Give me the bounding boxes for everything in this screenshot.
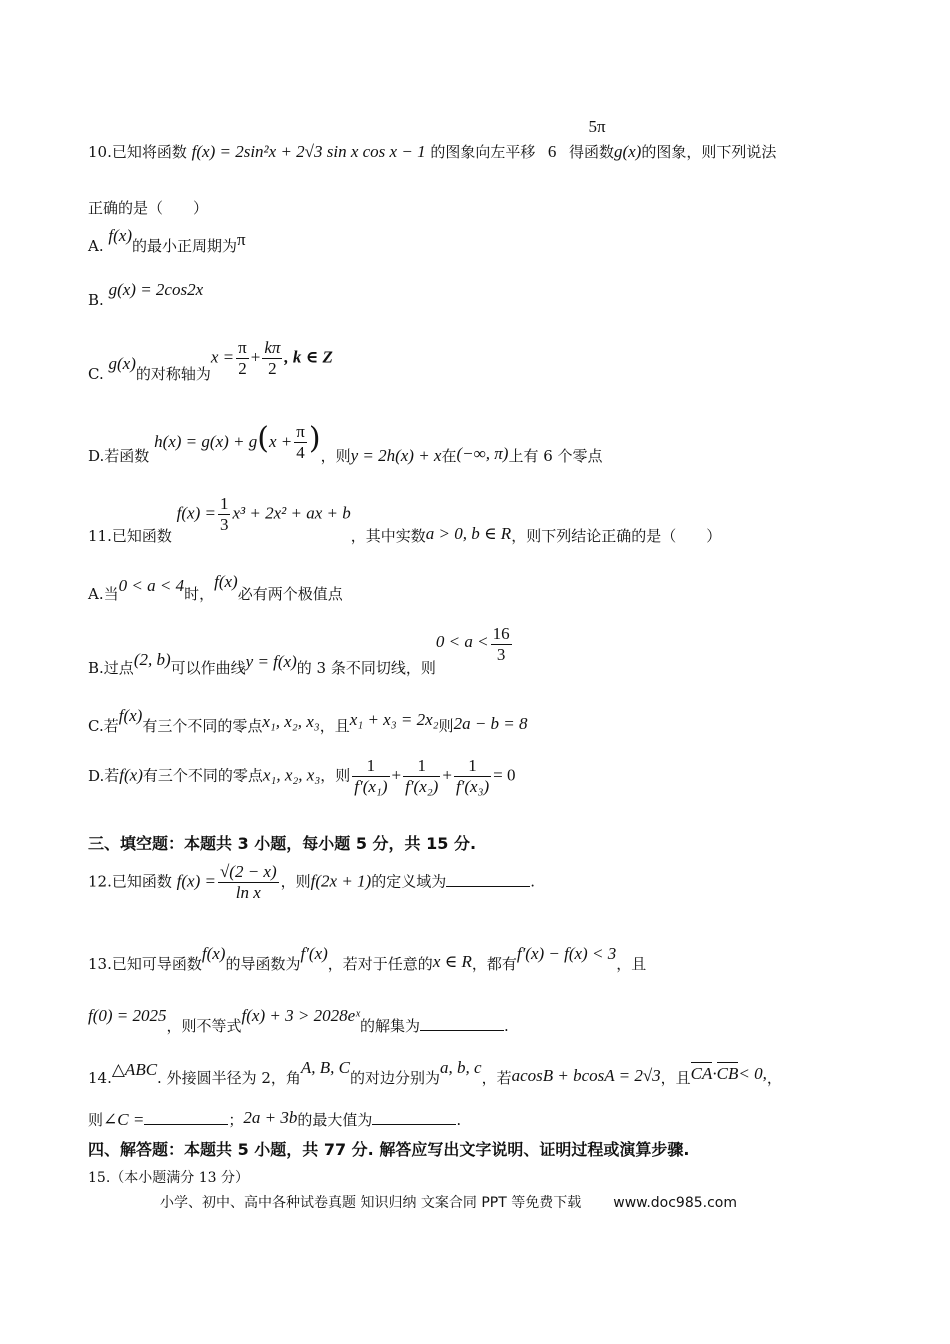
- q11-text3: ，则下列结论正确的是（ ）: [511, 526, 722, 545]
- q11-b-text3: 的 3 条不同切线，则: [296, 658, 436, 677]
- q10-d-label: D.: [88, 446, 105, 465]
- q10-d-frac: [294, 422, 307, 463]
- q10-text4: 的图象，则下列说法: [641, 143, 777, 161]
- q10-option-c: C. g(x)的对称轴为x = $\frac{\pi}{2}$ + $\frac{k\pi}{2}$ , k ∈ Z: [88, 338, 333, 383]
- q11-b-frac-num: 16: [492, 624, 510, 643]
- q12-text1: 已知函数: [111, 872, 172, 891]
- q14-text7: ；: [228, 1111, 244, 1129]
- q12-expr: f(2x + 1): [310, 871, 372, 891]
- q13-line2: [88, 1006, 509, 1035]
- q10-d-text2: ，则: [320, 446, 351, 465]
- q13-end: .: [503, 1017, 509, 1035]
- q14-end: .: [456, 1111, 462, 1129]
- q10-line1: [88, 142, 776, 162]
- q14-vector-condition: [691, 1064, 767, 1083]
- page-footer: [160, 1192, 737, 1212]
- q13-line1: [88, 944, 647, 973]
- q11-b-curve: y = f(x): [245, 651, 297, 671]
- q12-text2: ，则: [280, 872, 311, 891]
- q12-answer-blank[interactable]: [446, 872, 530, 887]
- q10-shift-fraction: [582, 116, 612, 138]
- q10-shift-den: 6: [547, 142, 557, 161]
- section3-heading: 三、填空题：本题共 3 小题，每小题 5 分，共 15 分.: [88, 834, 477, 853]
- q10-number: 10.: [88, 143, 112, 161]
- q10-c-frac1: [236, 338, 249, 379]
- q10-c-frac1-num: π: [238, 338, 247, 357]
- q11-d-frac3-den: f′(x₃): [455, 777, 490, 796]
- q12-frac: [218, 862, 279, 903]
- q10-a-text: 的最小正周期为: [131, 237, 237, 255]
- q11-b-pt: (2, b): [133, 649, 171, 669]
- q11-frac: [218, 494, 231, 535]
- q11-b-label: B.: [88, 658, 104, 677]
- q13-ineq2: f(x) + 3 > 2028eˣ: [241, 1006, 360, 1025]
- q13-text3: ，若对于任意的: [327, 955, 433, 973]
- q11-f-rest: x³ + 2x² + ax + b: [232, 503, 351, 523]
- q11-line1: [88, 494, 722, 545]
- q13-ineq: f′(x) − f(x) < 3: [516, 944, 617, 963]
- q12-number: 12.: [88, 872, 112, 891]
- q10-option-d: D.若函数 h(x) = g(x) + g(x + $\frac{\pi}{4}$ )，则y = 2h(x) + x在(−∞, π)上有 6 个零点: [88, 420, 603, 465]
- q10-d-inner: x +: [268, 431, 293, 451]
- q10-text2: 的图象向左平移: [430, 143, 536, 161]
- q13-text7: 的解集为: [359, 1017, 420, 1035]
- q11-option-b: [88, 624, 514, 677]
- q13-text6: ，则不等式: [166, 1017, 242, 1035]
- q11-f-lhs: f(x) =: [176, 503, 216, 523]
- q10-text1: 已知将函数: [111, 143, 187, 161]
- q10-d-expr: h(x) = g(x) + g: [154, 431, 258, 451]
- q11-c-eq: x₁ + x₃ = 2x₂: [349, 710, 439, 729]
- q11-b-frac: [491, 624, 512, 665]
- q10-c-tail: , k ∈ Z: [284, 347, 333, 367]
- q14-vec2: CB: [716, 1064, 739, 1083]
- q11-a-expr: f(x): [214, 572, 238, 591]
- q10-c-frac2-num: kπ: [264, 338, 281, 357]
- q10-option-a: [88, 226, 246, 256]
- q14-text1: . 外接圆半径为 2，角: [157, 1069, 301, 1087]
- q14-tri: △ABC: [111, 1060, 158, 1079]
- q14-text5: ，: [766, 1069, 782, 1087]
- q13-number: 13.: [88, 955, 112, 973]
- q14-vec-dot: ·: [712, 1064, 717, 1083]
- q11-a-text3: 必有两个极值点: [237, 585, 343, 603]
- q10-g: g(x): [613, 142, 642, 161]
- q11-text1: 已知函数: [111, 526, 172, 545]
- q11-c-text2: 有三个不同的零点: [142, 717, 263, 735]
- q14-eq: acosB + bcosA = 2√3: [511, 1066, 661, 1085]
- q14-text8: 的最大值为: [297, 1111, 373, 1129]
- q10-c-frac2-den: 2: [268, 359, 277, 378]
- q11-a-label: A.: [88, 585, 104, 603]
- q10-c-label: C.: [88, 364, 104, 383]
- q11-b-frac-den: 3: [496, 645, 506, 664]
- q15-header: 15.（本小题满分 13 分）: [88, 1170, 249, 1186]
- q11-c-text4: 则: [438, 717, 454, 735]
- q10-a-label: A.: [88, 237, 104, 255]
- q11-c-expr: f(x): [118, 706, 143, 725]
- footer-text: 小学、初中、高中各种试卷真题 知识归纳 文案合同 PPT 等免费下载: [160, 1195, 582, 1211]
- q10-text3: 得函数: [568, 143, 614, 161]
- q13-init: f(0) = 2025: [88, 1006, 167, 1025]
- q11-a-text2: 时，: [184, 585, 215, 603]
- q11-text2: ，其中实数: [350, 526, 426, 545]
- q11-d-frac2-den: f′(x₂): [405, 777, 439, 796]
- q14-answer-blank-1[interactable]: [144, 1110, 228, 1125]
- q11-d-frac1-den: f′(x₁): [354, 777, 388, 796]
- q11-b-text1: 过点: [103, 658, 134, 677]
- q14-text2: 的对边分别为: [350, 1069, 441, 1087]
- q14-angle: ∠C =: [103, 1110, 145, 1129]
- q11-d-frac2: [403, 756, 440, 797]
- q13-expr: f(x): [201, 944, 226, 963]
- q10-d-interval: (−∞, π): [456, 443, 509, 463]
- q13-text5: ，且: [616, 955, 647, 973]
- q11-frac-den: 3: [219, 515, 229, 534]
- q11-b-ineq: 0 < a <: [435, 631, 489, 651]
- q14-text3: ，若: [481, 1069, 512, 1087]
- q10-formula: f(x) = 2sin²x + 2√3 sin x cos x − 1: [191, 142, 426, 161]
- q11-d-zeros: x₁, x₂, x₃: [262, 765, 321, 785]
- q14-number: 14.: [88, 1069, 112, 1087]
- q14-expr: 2a + 3b: [243, 1108, 298, 1127]
- q11-number: 11.: [88, 526, 112, 545]
- q13-text1: 已知可导函数: [111, 955, 202, 973]
- q11-d-frac1: [352, 756, 389, 797]
- q10-d-expr2: y = 2h(x) + x: [350, 445, 442, 465]
- q10-d-frac-num: π: [296, 422, 305, 441]
- q10-b-expr: g(x) = 2cos2x: [108, 280, 204, 299]
- q11-option-c: [88, 706, 528, 735]
- q14-text6: 则: [88, 1111, 104, 1129]
- q10-c-x: x =: [210, 347, 235, 367]
- q14-vec1: CA: [690, 1064, 713, 1083]
- q14-text4: ，且: [660, 1069, 691, 1087]
- q11-c-label: C.: [88, 717, 104, 735]
- q11-d-eq: = 0: [493, 765, 516, 785]
- q14-angles: A, B, C: [300, 1058, 351, 1077]
- q12-frac-num: √(2 − x): [219, 862, 277, 881]
- q11-option-d: D.若f(x)有三个不同的零点x₁, x₂, x₃，则 $\frac{1}{\text{f′(x₁)}}$ + $\frac{1}{\text{f′(x₂)}}$ + $\frac{1}{\text{f′(x₃)}}$ = 0: [88, 756, 516, 796]
- q10-c-text: 的对称轴为: [135, 364, 211, 383]
- q14-vec-tail: < 0,: [738, 1064, 767, 1083]
- q10-d-text3: 在: [441, 446, 457, 465]
- q12-frac-den: ln x: [235, 883, 261, 902]
- q11-d-frac3: [454, 756, 491, 797]
- q11-d-text3: ，则: [320, 766, 351, 785]
- footer-url[interactable]: www.doc985.com: [613, 1195, 737, 1211]
- q10-c-frac1-den: 2: [238, 359, 247, 378]
- q11-a-text1: 当: [103, 585, 119, 603]
- q11-d-text2: 有三个不同的零点: [142, 766, 263, 785]
- q11-d-text1: 若: [104, 766, 120, 785]
- q10-a-val: π: [237, 230, 246, 249]
- q10-line2: [88, 198, 208, 218]
- q11-d-expr: f(x): [119, 765, 143, 785]
- q11-d-frac2-num: 1: [403, 756, 440, 777]
- q10-text5: 正确的是（ ）: [88, 199, 209, 217]
- q10-option-b: [88, 280, 204, 310]
- q12-end: .: [530, 872, 536, 891]
- q10-d-text4: 上有 6 个零点: [508, 446, 603, 465]
- q14-line2: [88, 1110, 461, 1130]
- q11-a-cond: 0 < a < 4: [118, 576, 185, 595]
- q14-line1: [88, 1058, 782, 1087]
- q13-cond: x ∈ R: [432, 952, 472, 971]
- q14-answer-blank-2[interactable]: [372, 1110, 456, 1125]
- section4-heading: 四、解答题：本题共 5 小题，共 77 分. 解答应写出文字说明、证明过程或演算步骤.: [88, 1140, 690, 1159]
- q11-d-frac3-num: 1: [454, 756, 491, 777]
- q11-c-text1: 若: [103, 717, 119, 735]
- q14-sides: a, b, c: [440, 1058, 482, 1077]
- q11-option-a: [88, 572, 343, 603]
- q13-text4: ，都有: [471, 955, 517, 973]
- q13-text2: 的导函数为: [225, 955, 301, 973]
- q10-d-frac-den: 4: [296, 443, 305, 462]
- q10-b-label: B.: [88, 291, 104, 309]
- q11-d-frac1-num: 1: [352, 756, 389, 777]
- q13-deriv: f′(x): [300, 944, 328, 963]
- q10-d-text1: 若函数: [104, 446, 150, 465]
- q12-text3: 的定义域为: [371, 872, 447, 891]
- q11-frac-num: 1: [219, 494, 229, 513]
- q11-d-label: D.: [88, 766, 105, 785]
- q13-answer-blank[interactable]: [420, 1016, 504, 1031]
- q11-b-text2: 可以作曲线: [170, 658, 246, 677]
- q12-line: [88, 862, 535, 903]
- q11-cond: a > 0, b ∈ R: [425, 523, 512, 543]
- q10-c-expr: g(x): [108, 353, 136, 373]
- q12-lhs: f(x) =: [176, 871, 216, 891]
- q10-a-expr: f(x): [108, 226, 132, 245]
- q11-c-text3: ，且: [319, 717, 350, 735]
- q10-c-frac2: [262, 338, 282, 379]
- q10-shift-num: 5π: [588, 117, 606, 136]
- q11-c-zeros: x₁, x₂, x₃: [262, 712, 320, 731]
- q11-c-res: 2a − b = 8: [453, 714, 528, 733]
